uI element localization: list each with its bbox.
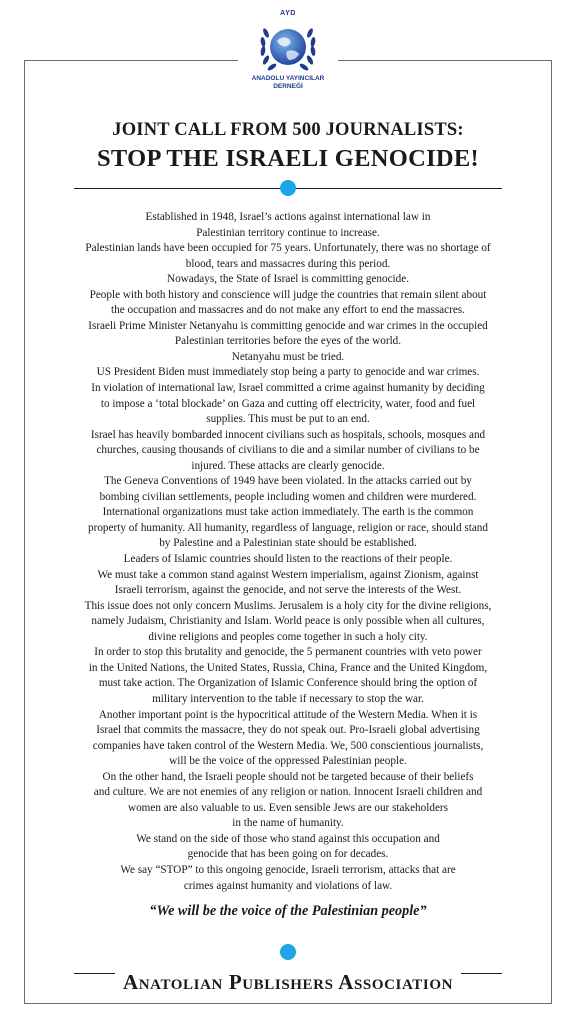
- body-line: Palestinian territories before the eyes of the world.: [174, 335, 402, 348]
- body-line: will be the voice of the oppressed Palestinian people.: [169, 755, 407, 768]
- body-line: namely Judaism, Christianity and Islam. World peace is only possible when all cultures,: [91, 615, 485, 628]
- body-line: injured. These attacks are clearly genocide.: [191, 459, 385, 472]
- footer: [0, 970, 576, 995]
- body-line: women are also valuable to us. Even sensible Jews are our stakeholders: [128, 801, 448, 814]
- headline-line1: JOINT CALL FROM 500 JOURNALISTS:: [112, 120, 464, 140]
- body-line: In violation of international law, Israel committed a crime against humanity by deciding: [91, 382, 485, 395]
- body-line: We say “STOP” to this ongoing genocide, Israeli terrorism, attacks that are: [120, 863, 456, 876]
- body-line: bombing civilian settlements, people including women and children were murdered.: [99, 490, 477, 503]
- body-line: churches, causing thousands of civilians to die and a similar number of civilians to be: [96, 444, 480, 457]
- body-line: and culture. We are not enemies of any religion or nation. Innocent Israeli children and: [93, 786, 483, 799]
- logo-name-line2: DERNEĞİ: [273, 83, 303, 90]
- body-line: supplies. This must be put to an end.: [206, 413, 370, 426]
- body-line: Israel that commits the massacre, they do not speak out. Pro-Israeli global advertising: [96, 724, 480, 737]
- body-line: crimes against humanity and violations of law.: [183, 879, 393, 892]
- body-line: military intervention to the table if necessary to stop the war.: [152, 692, 424, 705]
- body-line: This issue does not only concern Muslims. Jerusalem is a holy city for the divine religions,: [84, 599, 492, 612]
- divider-dot-bottom: [280, 944, 296, 960]
- closing-quote: “We will be the voice of the Palestinian people”: [149, 903, 427, 919]
- headline-line2: STOP THE ISRAELI GENOCIDE!: [97, 145, 479, 172]
- body-line: Another important point is the hypocritical attitude of the Western Media. When it is: [98, 708, 478, 721]
- body-line: must take action. The Organization of Islamic Conference should bring the option of: [98, 677, 478, 690]
- divider-dot-top: [280, 180, 296, 196]
- body-line: Leaders of Islamic countries should listen to the reactions of their people.: [123, 553, 453, 566]
- body-line: The Geneva Conventions of 1949 have been violated. In the attacks carried out by: [104, 475, 472, 488]
- body-line: the occupation and massacres and do not make any effort to end the massacres.: [111, 304, 465, 317]
- body-line: Israel has heavily bombarded innocent civilians such as hospitals, schools, mosques and: [90, 428, 486, 441]
- body-line: in the name of humanity.: [232, 817, 344, 830]
- body-line: property of humanity. All humanity, regardless of language, religion or race, should stand: [88, 521, 488, 534]
- body-line: Nowadays, the State of Israel is committing genocide.: [166, 273, 410, 286]
- body-line: Established in 1948, Israel’s actions against international law in: [145, 211, 431, 223]
- logo-name-line1: ANADOLU YAYINCILAR: [251, 75, 325, 82]
- body-line: by Palestine and a Palestinian state should be established.: [159, 537, 417, 550]
- logo-abbreviation: AYD: [280, 10, 296, 17]
- body-line: to impose a ‘total blockade’ on Gaza and cutting off electricity, water, food and fuel: [100, 397, 476, 410]
- body-line: in the United Nations, the United States, Russia, China, France and the United Kingdom,: [88, 661, 488, 674]
- body-line: Israeli terrorism, against the genocide, and not serve the interests of the West.: [114, 584, 462, 597]
- body-line: Palestinian territory continue to increase.: [196, 226, 380, 239]
- body-line: Palestinian lands have been occupied for 75 years. Unfortunately, there was no shortage of: [85, 242, 491, 255]
- body-line: genocide that has been going on for decades.: [187, 848, 389, 861]
- organization-name: Anatolian Publishers Association: [115, 970, 461, 995]
- body-line: Israeli Prime Minister Netanyahu is committing genocide and war crimes in the occupied: [88, 319, 488, 332]
- statement-body: [44, 210, 532, 890]
- body-line: US President Biden must immediately stop being a party to genocide and war crimes.: [96, 366, 480, 379]
- body-line: In order to stop this brutality and genocide, the 5 permanent countries with veto power: [94, 646, 482, 659]
- body-line: Netanyahu must be tried.: [231, 350, 345, 363]
- body-line: We stand on the side of those who stand against this occupation and: [136, 832, 440, 845]
- body-line: International organizations must take action immediately. The earth is the common: [102, 506, 474, 519]
- body-line: blood, tears and massacres during this period.: [185, 257, 391, 270]
- body-line: We must take a common stand against Western imperialism, against Zionism, against: [97, 568, 479, 581]
- body-line: companies have taken control of the Western Media. We, 500 conscientious journalists,: [92, 739, 484, 752]
- globe-laurel-icon: [257, 17, 319, 75]
- body-line: divine religions and peoples come together in such a holy city.: [148, 630, 428, 643]
- body-line: On the other hand, the Israeli people should not be targeted because of their beliefs: [102, 770, 474, 783]
- body-line: People with both history and conscience will judge the countries that remain silent about: [89, 288, 487, 301]
- logo: [238, 8, 338, 104]
